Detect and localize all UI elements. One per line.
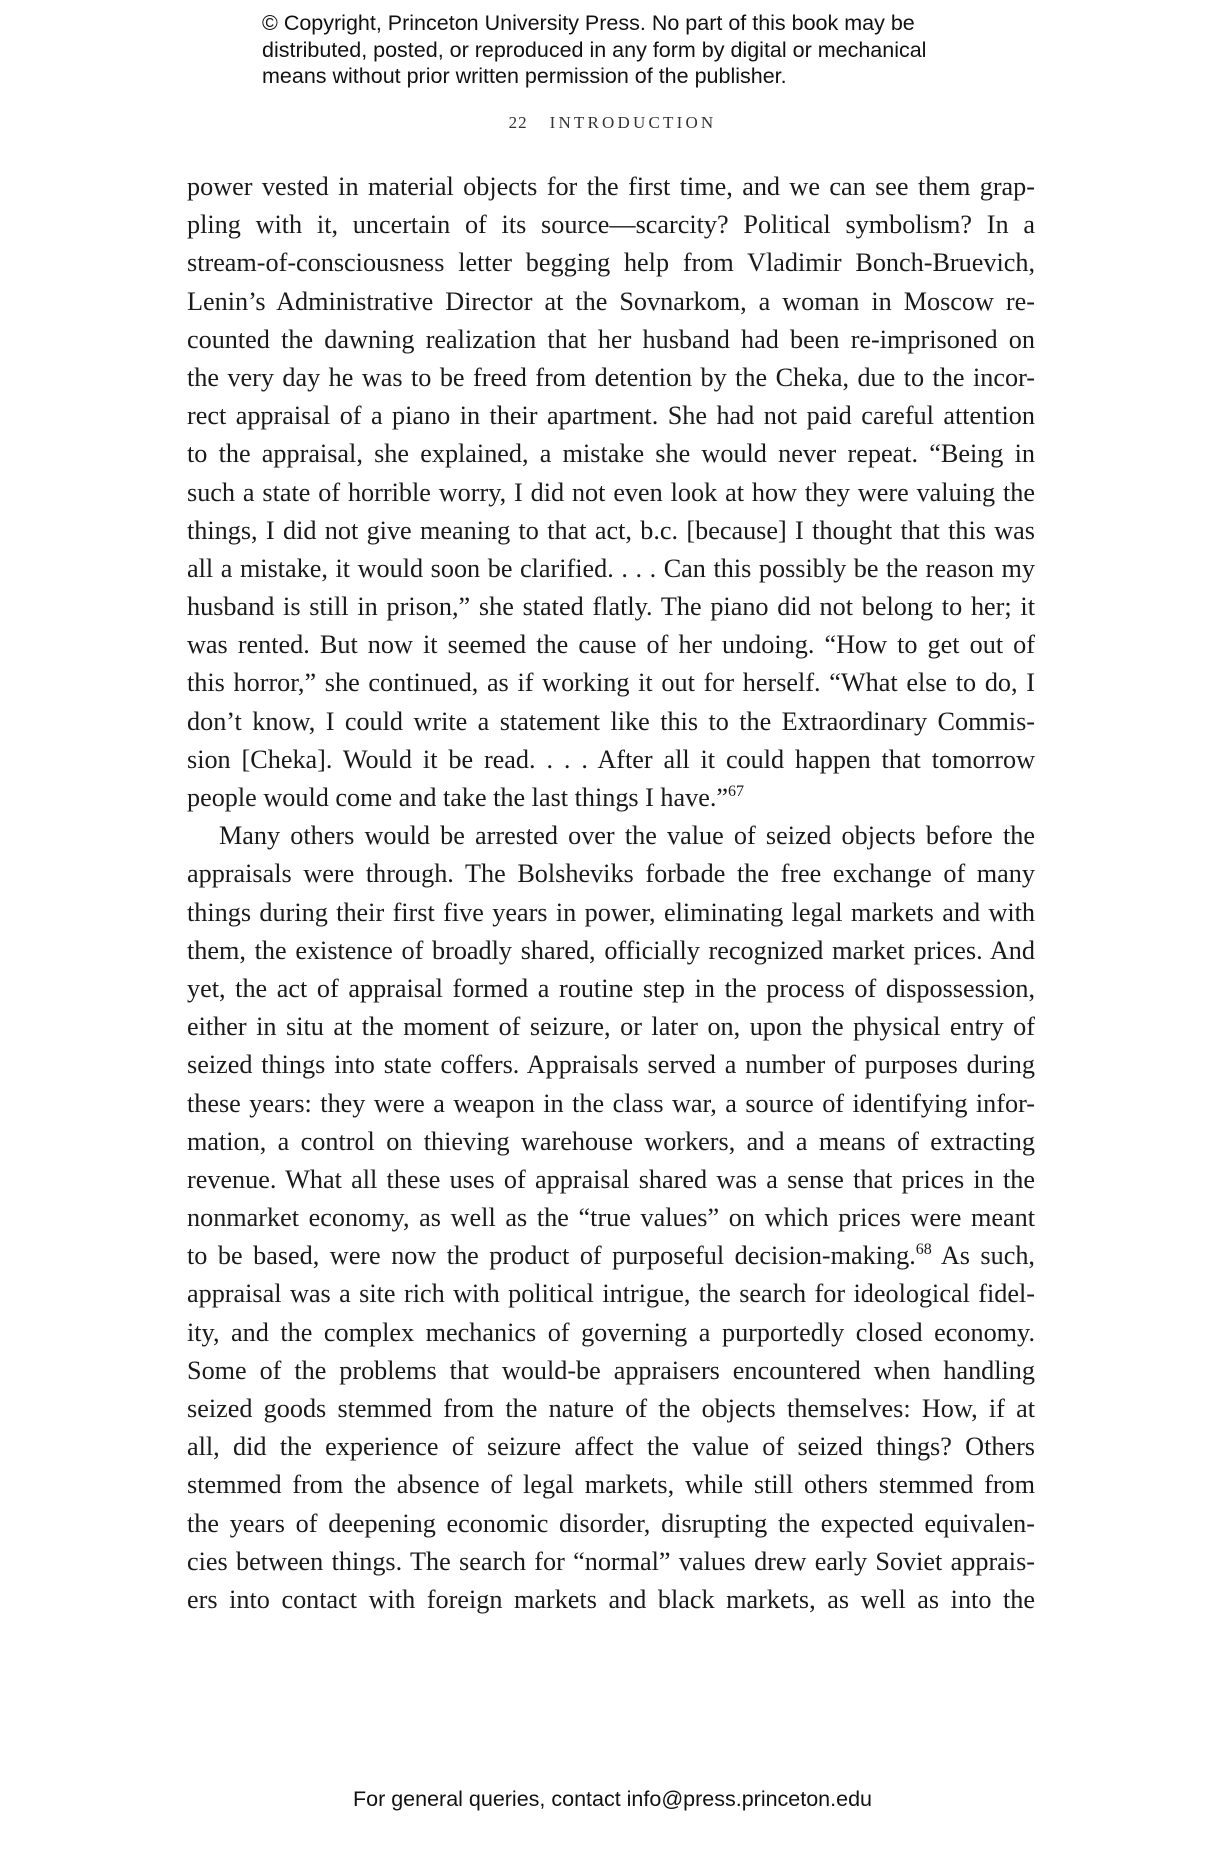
- text-line-tail: As such,: [931, 1241, 1035, 1271]
- text-line: seized goods stemmed from the nature of the objects themselves: How, if at: [187, 1394, 1035, 1423]
- text-line: all, did the experience of seizure affect the value of seized things? Others: [187, 1432, 1035, 1462]
- text-line: Lenin’s Administrative Director at the Sovnarkom, a woman in Moscow re-: [187, 286, 1035, 316]
- text-line: appraisals were through. The Bolsheviks forbade the free exchange of many: [187, 859, 1035, 889]
- footnote-ref-68[interactable]: 68: [915, 1241, 932, 1259]
- text-line: appraisal was a site rich with political intrigue, the search for ideological fidel-: [187, 1279, 1035, 1309]
- text-line: them, the existence of broadly shared, officially recognized market prices. And: [187, 935, 1035, 965]
- text-line: to the appraisal, she explained, a mistake she would never repeat. “Being in: [187, 439, 1035, 469]
- footnote-ref-67[interactable]: 67: [728, 783, 745, 800]
- text-line: rect appraisal of a piano in their apartment. She had not paid careful attention: [187, 401, 1035, 431]
- copyright-line: © Copyright, Princeton University Press. No part of this book may be: [262, 11, 915, 35]
- text-line: sion [Cheka]. Would it be read. . . . After all it could happen that tomorrow: [187, 744, 1035, 774]
- text-line: these years: they were a weapon in the class war, a source of identifying infor-: [187, 1088, 1035, 1118]
- text-line: seized things into state coffers. Appraisals served a number of purposes during: [187, 1050, 1035, 1080]
- text-line: yet, the act of appraisal formed a routine step in the process of dispossession,: [187, 973, 1035, 1003]
- section-title: INTRODUCTION: [549, 113, 717, 132]
- copyright-line: distributed, posted, or reproduced in any form by digital or mechanical: [262, 37, 927, 62]
- text-line: mation, a control on thieving warehouse workers, and a means of extracting: [187, 1126, 1035, 1156]
- text-line: this horror,” she continued, as if working it out for herself. “What else to do, I: [187, 668, 1035, 698]
- text-line: ers into contact with foreign markets and black markets, as well as into the: [187, 1584, 1035, 1614]
- text-line: things during their first five years in power, eliminating legal markets and with: [187, 897, 1035, 927]
- text-line-content: to be based, were now the product of purposeful decision-making.: [187, 1241, 916, 1271]
- copyright-line: means without prior written permission of the publisher.: [262, 64, 787, 88]
- text-line: counted the dawning realization that her husband had been re-imprisoned on: [187, 324, 1035, 354]
- paragraph-start-line: Many others would be arrested over the value of seized objects before the: [219, 821, 1035, 851]
- text-line: things, I did not give meaning to that act, b.c. [because] I thought that this was: [187, 515, 1035, 545]
- running-head: [0, 113, 1225, 133]
- text-line: pling with it, uncertain of its source—scarcity? Political symbolism? In a: [187, 210, 1035, 240]
- copyright-notice: [262, 10, 962, 90]
- text-line: nonmarket economy, as well as the “true values” on which prices were meant: [187, 1203, 1035, 1233]
- text-line: Some of the problems that would-be appraisers encountered when handling: [187, 1355, 1035, 1385]
- text-line: husband is still in prison,” she stated flatly. The piano did not belong to her; it: [187, 592, 1035, 622]
- text-line: such a state of horrible worry, I did not even look at how they were valuing the: [187, 477, 1035, 507]
- text-line: revenue. What all these uses of appraisal shared was a sense that prices in the: [187, 1164, 1035, 1194]
- text-line: don’t know, I could write a statement like this to the Extraordinary Commis-: [187, 706, 1035, 736]
- text-line: cies between things. The search for “normal” values drew early Soviet apprais-: [187, 1546, 1035, 1576]
- text-line: the very day he was to be freed from detention by the Cheka, due to the incor-: [187, 362, 1035, 392]
- footer-contact: For general queries, contact info@press.princeton.edu: [352, 1787, 872, 1811]
- text-line: either in situ at the moment of seizure, or later on, upon the physical entry of: [187, 1012, 1035, 1042]
- text-line: stemmed from the absence of legal markets, while still others stemmed from: [187, 1470, 1035, 1500]
- text-line: all a mistake, it would soon be clarified. . . . Can this possibly be the reason my: [187, 553, 1035, 583]
- text-line: the years of deepening economic disorder, disrupting the expected equivalen-: [187, 1508, 1035, 1538]
- body-text: [187, 168, 1035, 1619]
- text-line: ity, and the complex mechanics of governing a purportedly closed economy.: [187, 1317, 1035, 1347]
- text-line: was rented. But now it seemed the cause of her undoing. “How to get out of: [187, 630, 1035, 660]
- text-line-content: people would come and take the last things I have.”: [187, 783, 729, 812]
- text-line: [187, 779, 1035, 817]
- page-number: 22: [508, 113, 528, 132]
- text-line: stream-of-consciousness letter begging help from Vladimir Bonch-Bruevich,: [187, 248, 1035, 278]
- text-line: power vested in material objects for the first time, and we can see them grap-: [187, 172, 1035, 201]
- text-line-with-note: [187, 1237, 1035, 1275]
